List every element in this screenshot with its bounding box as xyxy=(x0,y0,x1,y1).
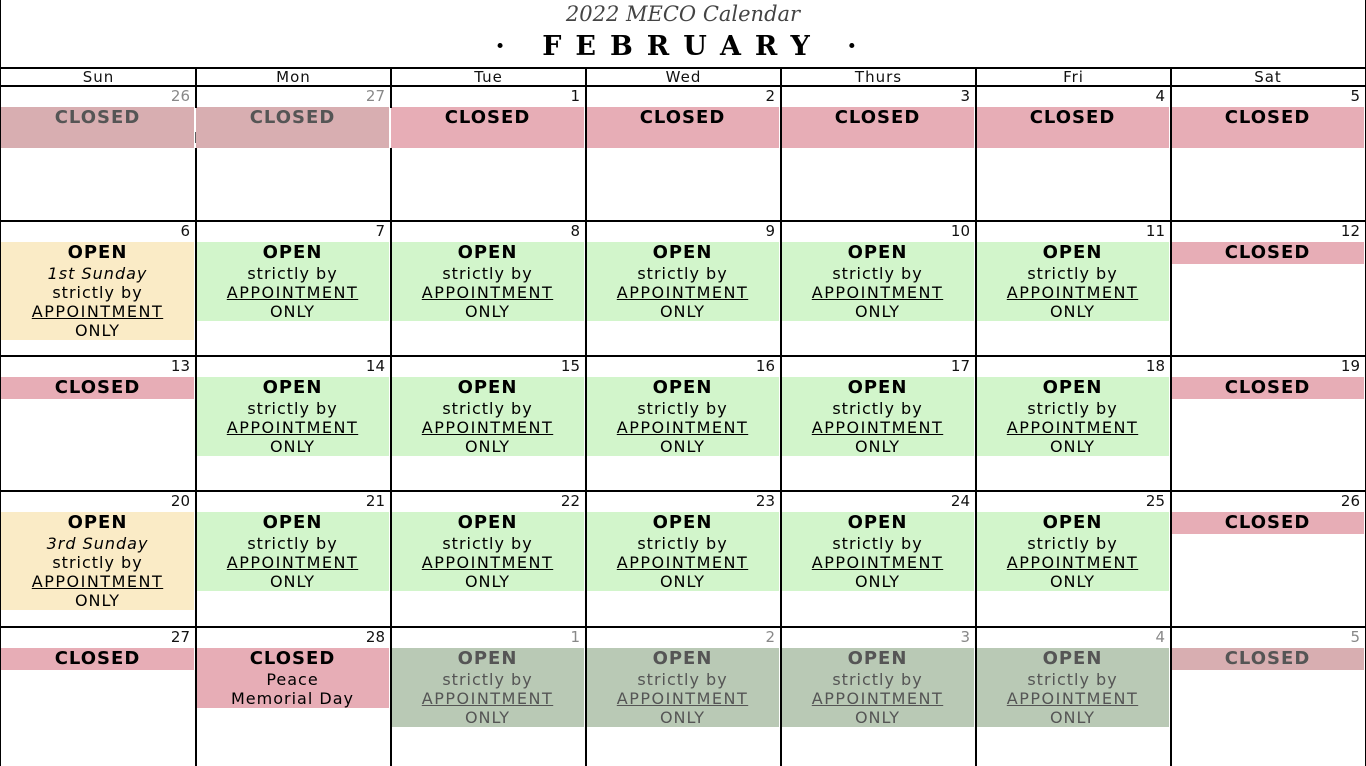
day-number: 9 xyxy=(765,222,775,240)
appointment-block xyxy=(976,512,1169,591)
appointment-text: APPOINTMENT xyxy=(421,283,554,302)
appointment-block xyxy=(391,512,584,591)
appointment-block xyxy=(781,512,974,591)
day-cell xyxy=(781,492,974,625)
weekday-sun: Sun xyxy=(1,67,196,87)
appointment-text: APPOINTMENT xyxy=(616,553,749,572)
appointment-text: APPOINTMENT xyxy=(421,553,554,572)
day-cell xyxy=(1,357,194,490)
strictly-by-text: strictly by xyxy=(247,399,338,418)
appointment-block xyxy=(976,242,1169,321)
day-cell xyxy=(196,357,389,490)
weekday-fri: Fri xyxy=(976,67,1171,87)
strictly-by-text: strictly by xyxy=(1027,670,1118,689)
appointment-block xyxy=(196,242,389,321)
day-number: 25 xyxy=(1145,492,1165,510)
strictly-by-text: strictly by xyxy=(442,264,533,283)
only-text: ONLY xyxy=(854,572,901,591)
calendar-grid xyxy=(1,67,1365,766)
day-number: 12 xyxy=(1340,222,1360,240)
grid-hline xyxy=(1,490,1365,492)
appointment-block xyxy=(586,242,779,321)
strictly-by-text: strictly by xyxy=(1027,399,1118,418)
day-number: 18 xyxy=(1145,357,1165,375)
strictly-by-text: strictly by xyxy=(832,670,923,689)
strictly-by-text: strictly by xyxy=(637,534,728,553)
only-text: ONLY xyxy=(854,708,901,727)
grid-hline xyxy=(1,626,1365,628)
day-cell xyxy=(781,357,974,490)
status-label: OPEN xyxy=(847,512,908,533)
day-number: 7 xyxy=(375,222,385,240)
only-text: ONLY xyxy=(464,708,511,727)
grid-vline xyxy=(390,148,392,766)
status-label: CLOSED xyxy=(444,107,531,128)
strictly-by-text: strictly by xyxy=(637,670,728,689)
closed-block xyxy=(391,107,584,148)
day-cell xyxy=(1171,492,1364,625)
day-cell xyxy=(976,492,1169,625)
status-label: OPEN xyxy=(262,512,323,533)
closed-block xyxy=(1171,377,1364,399)
day-cell xyxy=(586,357,779,490)
appointment-text: APPOINTMENT xyxy=(811,283,944,302)
only-text: ONLY xyxy=(659,437,706,456)
day-cell xyxy=(1171,222,1364,355)
only-text: ONLY xyxy=(1049,708,1096,727)
strictly-by-text: strictly by xyxy=(1027,264,1118,283)
day-number: 13 xyxy=(170,357,190,375)
appointment-text: APPOINTMENT xyxy=(421,418,554,437)
status-label: OPEN xyxy=(652,648,713,669)
grid-vline xyxy=(780,67,782,766)
closed-block xyxy=(586,107,779,148)
strictly-by-text: strictly by xyxy=(247,534,338,553)
day-number: 24 xyxy=(950,492,970,510)
day-number: 8 xyxy=(570,222,580,240)
calendar-page xyxy=(1,0,1365,766)
status-label: OPEN xyxy=(67,242,128,263)
day-number: 10 xyxy=(950,222,970,240)
sunday-note: 3rd Sunday xyxy=(46,534,149,553)
only-text: ONLY xyxy=(659,708,706,727)
day-number: 5 xyxy=(1350,87,1360,105)
only-text: ONLY xyxy=(1049,437,1096,456)
strictly-by-text: strictly by xyxy=(442,670,533,689)
status-label: OPEN xyxy=(67,512,128,533)
calendar-title: 2022 MECO Calendar xyxy=(565,2,801,26)
day-cell xyxy=(976,628,1169,761)
closed-block xyxy=(1171,107,1364,148)
day-cell xyxy=(196,628,389,761)
strictly-by-text: strictly by xyxy=(247,264,338,283)
status-label: OPEN xyxy=(457,242,518,263)
sunday-open-block xyxy=(1,512,194,610)
day-number: 27 xyxy=(365,87,385,105)
appointment-block xyxy=(781,377,974,456)
day-cell xyxy=(586,628,779,761)
appointment-block xyxy=(976,377,1169,456)
only-text: ONLY xyxy=(1049,572,1096,591)
strictly-by-text: strictly by xyxy=(52,553,143,572)
strictly-by-text: strictly by xyxy=(637,264,728,283)
status-label: CLOSED xyxy=(249,648,336,669)
holiday-name: Peace xyxy=(266,670,319,689)
day-cell xyxy=(391,87,584,220)
status-label: OPEN xyxy=(1042,242,1103,263)
day-number: 16 xyxy=(755,357,775,375)
appointment-block xyxy=(586,648,779,727)
appointment-block xyxy=(391,377,584,456)
day-cell xyxy=(976,357,1169,490)
grid-hline xyxy=(1,220,1365,222)
strictly-by-text: strictly by xyxy=(442,399,533,418)
grid-hline xyxy=(1,355,1365,357)
appointment-block xyxy=(196,377,389,456)
day-cell xyxy=(781,628,974,761)
appointment-text: APPOINTMENT xyxy=(226,418,359,437)
day-number: 5 xyxy=(1350,628,1360,646)
appointment-block xyxy=(196,512,389,591)
day-cell xyxy=(586,222,779,355)
closed-block xyxy=(196,107,389,148)
appointment-text: APPOINTMENT xyxy=(616,689,749,708)
strictly-by-text: strictly by xyxy=(637,399,728,418)
only-text: ONLY xyxy=(464,572,511,591)
day-number: 17 xyxy=(950,357,970,375)
status-label: CLOSED xyxy=(54,648,141,669)
appointment-block xyxy=(586,512,779,591)
day-cell xyxy=(1,628,194,761)
appointment-text: APPOINTMENT xyxy=(1006,689,1139,708)
day-cell xyxy=(1171,628,1364,761)
appointment-block xyxy=(781,242,974,321)
weekday-sat: Sat xyxy=(1171,67,1365,87)
day-cell xyxy=(391,357,584,490)
appointment-text: APPOINTMENT xyxy=(1006,418,1139,437)
only-text: ONLY xyxy=(659,302,706,321)
grid-vline xyxy=(975,67,977,766)
status-label: OPEN xyxy=(652,242,713,263)
grid-vline xyxy=(195,67,197,108)
day-number: 14 xyxy=(365,357,385,375)
month-title: · FEBRUARY · xyxy=(495,31,871,62)
day-cell xyxy=(781,87,974,220)
status-label: CLOSED xyxy=(1224,648,1311,669)
day-number: 26 xyxy=(1340,492,1360,510)
closed-block xyxy=(781,107,974,148)
only-text: ONLY xyxy=(659,572,706,591)
closed-block xyxy=(1,377,194,399)
sunday-open-block xyxy=(1,242,194,340)
status-label: CLOSED xyxy=(1224,242,1311,263)
only-text: ONLY xyxy=(1049,302,1096,321)
grid-vline xyxy=(195,148,197,766)
closed-block xyxy=(1,648,194,670)
weekday-wed: Wed xyxy=(586,67,781,87)
day-number: 26 xyxy=(170,87,190,105)
appointment-text: APPOINTMENT xyxy=(226,283,359,302)
day-cell xyxy=(781,222,974,355)
strictly-by-text: strictly by xyxy=(832,399,923,418)
holiday-block xyxy=(196,648,389,708)
only-text: ONLY xyxy=(464,302,511,321)
grid-vline xyxy=(585,67,587,766)
status-label: CLOSED xyxy=(54,377,141,398)
strictly-by-text: strictly by xyxy=(52,283,143,302)
status-label: OPEN xyxy=(1042,512,1103,533)
closed-block xyxy=(1171,242,1364,264)
day-number: 27 xyxy=(170,628,190,646)
status-label: OPEN xyxy=(457,648,518,669)
holiday-name: Memorial Day xyxy=(231,689,354,708)
day-cell xyxy=(1,222,194,355)
day-cell xyxy=(976,222,1169,355)
day-cell xyxy=(586,492,779,625)
day-number: 2 xyxy=(765,628,775,646)
only-text: ONLY xyxy=(74,321,121,340)
appointment-text: APPOINTMENT xyxy=(226,553,359,572)
status-label: OPEN xyxy=(457,377,518,398)
status-label: OPEN xyxy=(262,242,323,263)
strictly-by-text: strictly by xyxy=(442,534,533,553)
status-label: OPEN xyxy=(457,512,518,533)
day-number: 11 xyxy=(1145,222,1165,240)
appointment-block xyxy=(976,648,1169,727)
status-label: OPEN xyxy=(652,512,713,533)
appointment-text: APPOINTMENT xyxy=(616,418,749,437)
appointment-text: APPOINTMENT xyxy=(1006,283,1139,302)
status-label: OPEN xyxy=(847,377,908,398)
day-number: 4 xyxy=(1155,628,1165,646)
status-label: CLOSED xyxy=(249,107,336,128)
only-text: ONLY xyxy=(854,437,901,456)
appointment-text: APPOINTMENT xyxy=(616,283,749,302)
appointment-block xyxy=(781,648,974,727)
day-number: 15 xyxy=(560,357,580,375)
day-number: 6 xyxy=(180,222,190,240)
only-text: ONLY xyxy=(74,591,121,610)
only-text: ONLY xyxy=(269,437,316,456)
day-number: 20 xyxy=(170,492,190,510)
day-cell xyxy=(1171,87,1364,220)
day-number: 21 xyxy=(365,492,385,510)
day-number: 28 xyxy=(365,628,385,646)
closed-block xyxy=(1171,648,1364,670)
day-number: 3 xyxy=(960,87,970,105)
weekday-tue: Tue xyxy=(391,67,586,87)
closed-block xyxy=(1171,512,1364,534)
only-text: ONLY xyxy=(464,437,511,456)
day-cell xyxy=(1,87,194,220)
status-label: CLOSED xyxy=(1029,107,1116,128)
day-cell xyxy=(196,492,389,625)
day-cell xyxy=(196,87,389,220)
day-number: 4 xyxy=(1155,87,1165,105)
sunday-note: 1st Sunday xyxy=(47,264,148,283)
strictly-by-text: strictly by xyxy=(832,534,923,553)
appointment-text: APPOINTMENT xyxy=(31,572,164,591)
day-cell xyxy=(586,87,779,220)
day-number: 2 xyxy=(765,87,775,105)
grid-vline xyxy=(390,67,392,108)
status-label: CLOSED xyxy=(1224,107,1311,128)
grid-vline xyxy=(1170,67,1172,766)
status-label: OPEN xyxy=(847,648,908,669)
strictly-by-text: strictly by xyxy=(1027,534,1118,553)
status-label: CLOSED xyxy=(54,107,141,128)
status-label: CLOSED xyxy=(834,107,921,128)
day-number: 22 xyxy=(560,492,580,510)
appointment-block xyxy=(391,242,584,321)
day-cell xyxy=(976,87,1169,220)
day-number: 23 xyxy=(755,492,775,510)
appointment-block xyxy=(391,648,584,727)
closed-block xyxy=(1,107,194,148)
status-label: CLOSED xyxy=(639,107,726,128)
day-number: 1 xyxy=(570,87,580,105)
status-label: OPEN xyxy=(847,242,908,263)
day-cell xyxy=(1,492,194,625)
strictly-by-text: strictly by xyxy=(832,264,923,283)
day-cell xyxy=(391,628,584,761)
only-text: ONLY xyxy=(854,302,901,321)
day-cell xyxy=(196,222,389,355)
day-cell xyxy=(391,222,584,355)
only-text: ONLY xyxy=(269,302,316,321)
closed-block xyxy=(976,107,1169,148)
status-label: OPEN xyxy=(1042,377,1103,398)
status-label: CLOSED xyxy=(1224,512,1311,533)
weekday-thurs: Thurs xyxy=(781,67,976,87)
day-number: 3 xyxy=(960,628,970,646)
day-cell xyxy=(1171,357,1364,490)
appointment-text: APPOINTMENT xyxy=(811,689,944,708)
day-number: 19 xyxy=(1340,357,1360,375)
day-number: 1 xyxy=(570,628,580,646)
appointment-text: APPOINTMENT xyxy=(421,689,554,708)
only-text: ONLY xyxy=(269,572,316,591)
appointment-text: APPOINTMENT xyxy=(1006,553,1139,572)
appointment-text: APPOINTMENT xyxy=(811,553,944,572)
status-label: OPEN xyxy=(1042,648,1103,669)
status-label: OPEN xyxy=(652,377,713,398)
appointment-block xyxy=(586,377,779,456)
status-label: CLOSED xyxy=(1224,377,1311,398)
day-cell xyxy=(391,492,584,625)
status-label: OPEN xyxy=(262,377,323,398)
weekday-mon: Mon xyxy=(196,67,391,87)
appointment-text: APPOINTMENT xyxy=(31,302,164,321)
appointment-text: APPOINTMENT xyxy=(811,418,944,437)
